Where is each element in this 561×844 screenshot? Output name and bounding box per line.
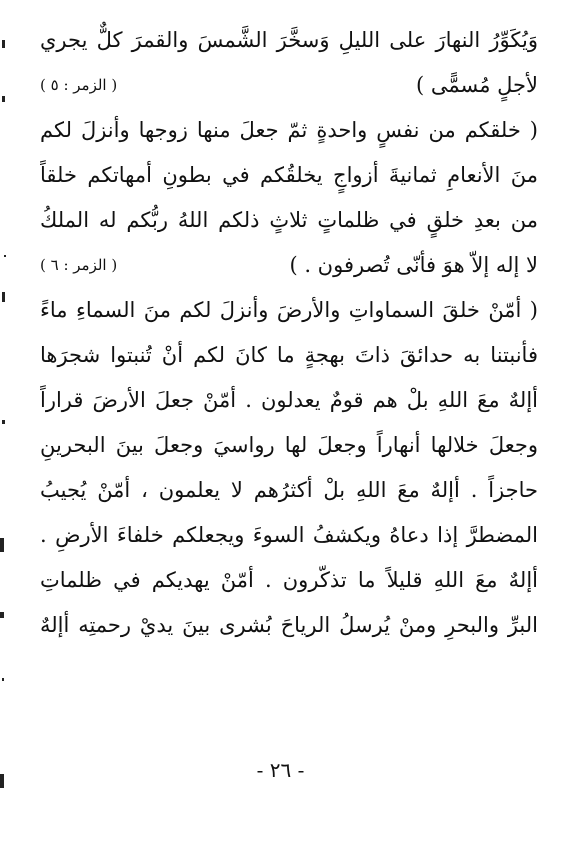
scan-mark — [0, 538, 4, 552]
scan-mark — [2, 678, 4, 681]
text-line: وجعلَ خلالها أنهاراً وجعلَ لها رواسيَ وجعلَ بينَ البحرينِ — [40, 433, 538, 457]
scan-mark — [4, 255, 6, 257]
scan-mark — [2, 96, 5, 102]
page-number: - ٢٦ - — [256, 758, 305, 782]
text-line: ( خلقكم من نفسٍ واحدةٍ ثمّ جعلَ منها زوجها وأنزلَ لكم — [40, 118, 538, 142]
scan-mark — [0, 774, 4, 788]
text-line: ( أمّنْ خلقَ السماواتِ والأرضَ وأنزلَ لكم منَ السماءِ ماءً — [40, 298, 538, 322]
verse-reference: ( الزمر : ٦ ) — [40, 256, 118, 274]
text-line: أإلهٌ معَ اللهِ بلْ هم قومٌ يعدلون . أمّنْ جعلَ الأرضَ قراراً — [40, 388, 538, 412]
text-line: منَ الأنعامِ ثمانيةَ أزواجٍ يخلقُكم في بطونِ أمهاتكم خلقاً — [40, 163, 538, 187]
scan-mark — [2, 292, 5, 302]
arabic-text-block — [40, 18, 538, 648]
scan-mark — [2, 420, 5, 424]
verse-reference: ( الزمر : ٥ ) — [40, 76, 118, 94]
text-line: البرِّ والبحرِ ومنْ يُرسلُ الرياحَ بُشرى بينَ يديْ رحمتِه أإلهٌ — [40, 613, 538, 637]
text-line: المضطرَّ إذا دعاهُ ويكشفُ السوءَ ويجعلكم خلفاءَ الأرضِ . — [40, 523, 538, 547]
text-line: لا إله إلاّ هوَ فأنّى تُصرفون . ) ( الزمر : ٦ ) — [40, 243, 538, 288]
text-line: وَيُكَوِّرُ النهارَ على الليلِ وَسخَّرَ الشَّمسَ والقمرَ كلٌّ يجري — [40, 28, 538, 52]
text-line: من بعدِ خلقٍ في ظلماتٍ ثلاثٍ ذلكم اللهُ ربُّكم له الملكُ — [40, 208, 538, 232]
scan-mark — [2, 40, 5, 48]
scan-mark — [0, 612, 4, 618]
text-line: فأنبتنا به حدائقَ ذاتَ بهجةٍ ما كانَ لكم أنْ تُنبتوا شجرَها — [40, 343, 538, 367]
text-line: أإلهٌ معَ اللهِ قليلاً ما تذكّرون . أمّنْ يهديكم في ظلماتِ — [40, 568, 538, 592]
text-line: حاجزاً . أإلهٌ معَ اللهِ بلْ أكثرُهم لا يعلمون ، أمّنْ يُجيبُ — [40, 478, 538, 502]
text-line: لأجلٍ مُسمًّى ) ( الزمر : ٥ ) — [40, 63, 538, 108]
